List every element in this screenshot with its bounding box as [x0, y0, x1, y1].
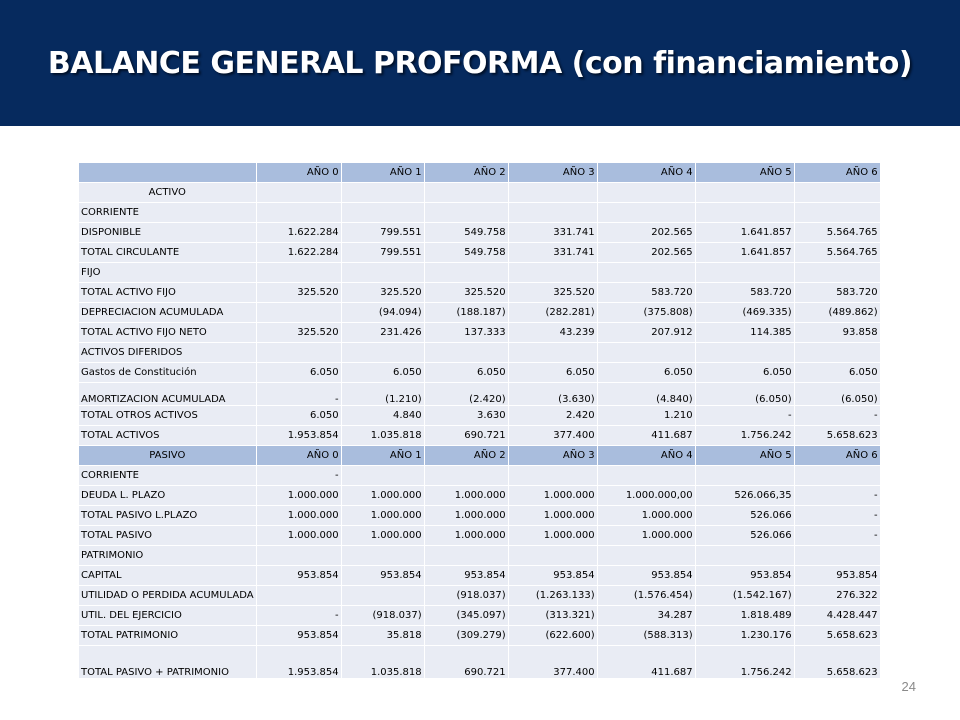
table-row — [79, 506, 881, 526]
value-cell: 6.050 — [256, 363, 341, 383]
table-row — [79, 343, 881, 363]
value-cell: 6.050 — [256, 406, 341, 426]
table-row — [79, 646, 881, 679]
value-cell: 1.000.000 — [597, 526, 695, 546]
pasivo-year-header-row — [79, 446, 881, 466]
value-cell: 6.050 — [794, 363, 880, 383]
table-row — [79, 466, 881, 486]
row-label: TOTAL PATRIMONIO — [79, 626, 257, 646]
value-cell: - — [256, 466, 341, 486]
value-cell: 1.818.489 — [695, 606, 794, 626]
value-cell: 953.854 — [341, 566, 424, 586]
value-cell — [256, 303, 341, 323]
value-cell: 690.721 — [424, 646, 508, 679]
value-cell: (94.094) — [341, 303, 424, 323]
row-label: CAPITAL — [79, 566, 257, 586]
year-header-cell: AÑO 0 — [256, 163, 341, 183]
value-cell — [256, 586, 341, 606]
value-cell: 6.050 — [695, 363, 794, 383]
table-row — [79, 486, 881, 506]
value-cell — [256, 343, 341, 363]
activo-section-row — [79, 183, 881, 203]
value-cell — [695, 466, 794, 486]
value-cell: 1.000.000 — [341, 506, 424, 526]
row-label: TOTAL OTROS ACTIVOS — [79, 406, 257, 426]
table-row — [79, 263, 881, 283]
value-cell: 1.035.818 — [341, 646, 424, 679]
value-cell — [508, 466, 597, 486]
value-cell: 4.840 — [341, 406, 424, 426]
row-label: Gastos de Constitución — [79, 363, 257, 383]
value-cell — [424, 203, 508, 223]
table-row — [79, 243, 881, 263]
value-cell: 799.551 — [341, 243, 424, 263]
table-row — [79, 566, 881, 586]
value-cell: 411.687 — [597, 426, 695, 446]
row-label: AMORTIZACION ACUMULADA — [79, 383, 257, 406]
row-label: TOTAL PASIVO + PATRIMONIO — [79, 646, 257, 679]
year-header-cell: AÑO 2 — [424, 163, 508, 183]
value-cell: 953.854 — [256, 626, 341, 646]
value-cell: 526.066 — [695, 506, 794, 526]
row-label: ACTIVOS DIFERIDOS — [79, 343, 257, 363]
value-cell: 6.050 — [597, 363, 695, 383]
year-header-cell: AÑO 1 — [341, 446, 424, 466]
table-row — [79, 526, 881, 546]
value-cell: (1.542.167) — [695, 586, 794, 606]
value-cell — [424, 343, 508, 363]
value-cell: 93.858 — [794, 323, 880, 343]
value-cell: (345.097) — [424, 606, 508, 626]
value-cell: (489.862) — [794, 303, 880, 323]
value-cell: (375.808) — [597, 303, 695, 323]
row-label: CORRIENTE — [79, 466, 257, 486]
row-label: TOTAL ACTIVO FIJO NETO — [79, 323, 257, 343]
value-cell — [597, 263, 695, 283]
value-cell — [508, 203, 597, 223]
row-label: TOTAL PASIVO L.PLAZO — [79, 506, 257, 526]
value-cell: 325.520 — [424, 283, 508, 303]
table-row — [79, 626, 881, 646]
value-cell: 325.520 — [508, 283, 597, 303]
value-cell: 3.630 — [424, 406, 508, 426]
value-cell — [794, 203, 880, 223]
value-cell — [341, 203, 424, 223]
row-label: TOTAL CIRCULANTE — [79, 243, 257, 263]
table-row — [79, 283, 881, 303]
value-cell: 5.564.765 — [794, 223, 880, 243]
value-cell: 1.000.000 — [256, 506, 341, 526]
value-cell — [794, 466, 880, 486]
value-cell — [695, 546, 794, 566]
value-cell: (4.840) — [597, 383, 695, 406]
value-cell: 114.385 — [695, 323, 794, 343]
value-cell: 953.854 — [794, 566, 880, 586]
value-cell — [597, 203, 695, 223]
value-cell — [341, 466, 424, 486]
value-cell — [256, 203, 341, 223]
value-cell: 583.720 — [695, 283, 794, 303]
value-cell — [341, 263, 424, 283]
table-row — [79, 363, 881, 383]
year-header-cell: AÑO 5 — [695, 163, 794, 183]
value-cell: 325.520 — [256, 283, 341, 303]
year-header-cell: AÑO 3 — [508, 446, 597, 466]
value-cell: 43.239 — [508, 323, 597, 343]
value-cell: 1.000.000 — [424, 506, 508, 526]
value-cell: (1.210) — [341, 383, 424, 406]
row-label: DISPONIBLE — [79, 223, 257, 243]
value-cell: 207.912 — [597, 323, 695, 343]
value-cell: 953.854 — [424, 566, 508, 586]
value-cell: - — [256, 383, 341, 406]
value-cell — [794, 263, 880, 283]
table-row — [79, 546, 881, 566]
value-cell: 5.658.623 — [794, 426, 880, 446]
value-cell: (188.187) — [424, 303, 508, 323]
value-cell: - — [794, 486, 880, 506]
row-label: TOTAL ACTIVOS — [79, 426, 257, 446]
value-cell: 1.230.176 — [695, 626, 794, 646]
value-cell — [341, 586, 424, 606]
value-cell: 953.854 — [508, 566, 597, 586]
table-row — [79, 323, 881, 343]
value-cell: 583.720 — [597, 283, 695, 303]
value-cell: 4.428.447 — [794, 606, 880, 626]
value-cell — [695, 203, 794, 223]
year-header-cell: AÑO 6 — [794, 163, 880, 183]
value-cell: 2.420 — [508, 406, 597, 426]
value-cell: 276.322 — [794, 586, 880, 606]
value-cell: 1.000.000 — [341, 486, 424, 506]
value-cell: 5.564.765 — [794, 243, 880, 263]
value-cell: 953.854 — [256, 566, 341, 586]
empty-cell — [794, 183, 880, 203]
value-cell: 1.000.000 — [508, 526, 597, 546]
value-cell: 6.050 — [424, 363, 508, 383]
value-cell: 6.050 — [341, 363, 424, 383]
value-cell — [597, 546, 695, 566]
year-header-cell: AÑO 4 — [597, 446, 695, 466]
value-cell: 1.756.242 — [695, 426, 794, 446]
empty-cell — [424, 183, 508, 203]
value-cell: 1.000.000 — [256, 526, 341, 546]
value-cell: 526.066 — [695, 526, 794, 546]
value-cell — [508, 343, 597, 363]
value-cell: (6.050) — [794, 383, 880, 406]
table-row — [79, 586, 881, 606]
value-cell: (1.576.454) — [597, 586, 695, 606]
empty-cell — [508, 183, 597, 203]
value-cell: 1.000.000 — [508, 506, 597, 526]
value-cell: 1.000.000 — [256, 486, 341, 506]
value-cell: (309.279) — [424, 626, 508, 646]
year-header-cell: AÑO 2 — [424, 446, 508, 466]
value-cell: 325.520 — [256, 323, 341, 343]
row-label: TOTAL ACTIVO FIJO — [79, 283, 257, 303]
value-cell: (282.281) — [508, 303, 597, 323]
table-row — [79, 223, 881, 243]
row-label: DEPRECIACION ACUMULADA — [79, 303, 257, 323]
table-row — [79, 406, 881, 426]
value-cell: 5.658.623 — [794, 646, 880, 679]
value-cell: (622.600) — [508, 626, 597, 646]
year-header-cell: AÑO 3 — [508, 163, 597, 183]
section-label: ACTIVO — [79, 183, 257, 203]
value-cell: - — [794, 526, 880, 546]
value-cell: 331.741 — [508, 243, 597, 263]
value-cell: 690.721 — [424, 426, 508, 446]
value-cell: 377.400 — [508, 646, 597, 679]
value-cell: 202.565 — [597, 223, 695, 243]
value-cell: 583.720 — [794, 283, 880, 303]
header-cell-label: PASIVO — [79, 446, 257, 466]
value-cell: 377.400 — [508, 426, 597, 446]
value-cell: 1.000.000 — [424, 526, 508, 546]
value-cell: 1.953.854 — [256, 426, 341, 446]
value-cell: 34.287 — [597, 606, 695, 626]
value-cell: 1.000.000 — [597, 506, 695, 526]
value-cell: 325.520 — [341, 283, 424, 303]
value-cell: 1.000.000 — [424, 486, 508, 506]
value-cell: 953.854 — [695, 566, 794, 586]
value-cell: 1.622.284 — [256, 243, 341, 263]
empty-cell — [341, 183, 424, 203]
value-cell: 1.622.284 — [256, 223, 341, 243]
value-cell — [256, 263, 341, 283]
value-cell: (918.037) — [424, 586, 508, 606]
value-cell: 202.565 — [597, 243, 695, 263]
value-cell — [424, 546, 508, 566]
table-row — [79, 426, 881, 446]
value-cell: 799.551 — [341, 223, 424, 243]
value-cell: 6.050 — [508, 363, 597, 383]
row-label: PATRIMONIO — [79, 546, 257, 566]
value-cell: - — [256, 606, 341, 626]
row-label: FIJO — [79, 263, 257, 283]
balance-table — [78, 162, 881, 679]
value-cell — [508, 263, 597, 283]
value-cell: (313.321) — [508, 606, 597, 626]
value-cell: 331.741 — [508, 223, 597, 243]
value-cell: 1.641.857 — [695, 223, 794, 243]
value-cell: 5.658.623 — [794, 626, 880, 646]
value-cell — [341, 546, 424, 566]
activo-year-header-row — [79, 163, 881, 183]
row-label: DEUDA L. PLAZO — [79, 486, 257, 506]
row-label: TOTAL PASIVO — [79, 526, 257, 546]
value-cell — [424, 466, 508, 486]
value-cell: 35.818 — [341, 626, 424, 646]
value-cell: - — [695, 406, 794, 426]
value-cell: 1.000.000,00 — [597, 486, 695, 506]
value-cell: (588.313) — [597, 626, 695, 646]
value-cell: 1.000.000 — [508, 486, 597, 506]
value-cell: 1.000.000 — [341, 526, 424, 546]
value-cell: 1.641.857 — [695, 243, 794, 263]
table-row — [79, 303, 881, 323]
page-number: 24 — [901, 679, 916, 694]
table-row — [79, 383, 881, 406]
value-cell — [256, 546, 341, 566]
empty-cell — [695, 183, 794, 203]
year-header-cell: AÑO 5 — [695, 446, 794, 466]
value-cell: 549.758 — [424, 243, 508, 263]
year-header-cell: AÑO 0 — [256, 446, 341, 466]
value-cell: 411.687 — [597, 646, 695, 679]
value-cell — [424, 263, 508, 283]
value-cell: - — [794, 506, 880, 526]
year-header-cell: AÑO 6 — [794, 446, 880, 466]
value-cell — [794, 546, 880, 566]
value-cell: (3.630) — [508, 383, 597, 406]
value-cell — [597, 343, 695, 363]
value-cell — [341, 343, 424, 363]
title-banner — [0, 0, 960, 126]
row-label: UTIL. DEL EJERCICIO — [79, 606, 257, 626]
year-header-cell: AÑO 4 — [597, 163, 695, 183]
value-cell — [597, 466, 695, 486]
value-cell — [794, 343, 880, 363]
value-cell: 1.953.854 — [256, 646, 341, 679]
value-cell — [695, 263, 794, 283]
empty-cell — [597, 183, 695, 203]
value-cell: (6.050) — [695, 383, 794, 406]
value-cell: 137.333 — [424, 323, 508, 343]
table-row — [79, 203, 881, 223]
value-cell: (469.335) — [695, 303, 794, 323]
row-label: CORRIENTE — [79, 203, 257, 223]
value-cell: 1.035.818 — [341, 426, 424, 446]
value-cell: (2.420) — [424, 383, 508, 406]
value-cell: 1.756.242 — [695, 646, 794, 679]
value-cell: - — [794, 406, 880, 426]
value-cell: 953.854 — [597, 566, 695, 586]
value-cell: 526.066,35 — [695, 486, 794, 506]
value-cell: 549.758 — [424, 223, 508, 243]
row-label: UTILIDAD O PERDIDA ACUMULADA — [79, 586, 257, 606]
value-cell — [695, 343, 794, 363]
value-cell: (1.263.133) — [508, 586, 597, 606]
value-cell: 1.210 — [597, 406, 695, 426]
header-cell-label — [79, 163, 257, 183]
table-row — [79, 606, 881, 626]
value-cell: (918.037) — [341, 606, 424, 626]
empty-cell — [256, 183, 341, 203]
value-cell: 231.426 — [341, 323, 424, 343]
year-header-cell: AÑO 1 — [341, 163, 424, 183]
slide-title: BALANCE GENERAL PROFORMA (con financiamiento) — [47, 46, 913, 81]
value-cell — [508, 546, 597, 566]
